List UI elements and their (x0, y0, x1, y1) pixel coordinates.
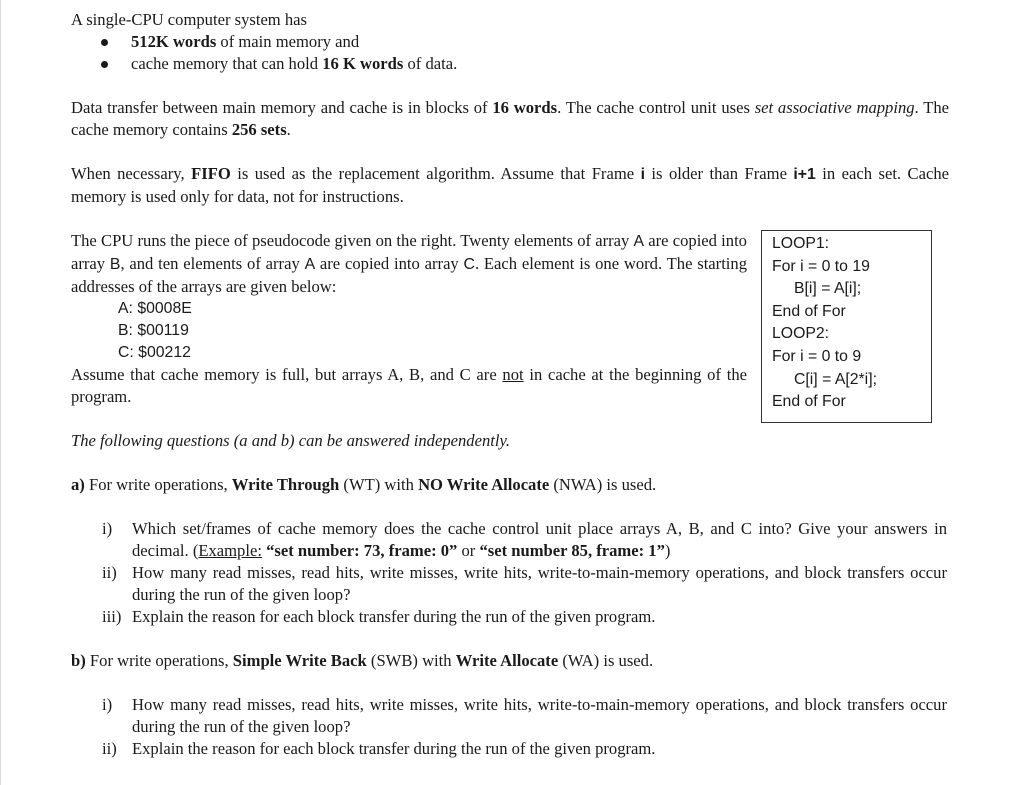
code-line: End of For (772, 393, 846, 411)
part-a-heading: a) For write operations, Write Through (WT) with NO Write Allocate (NWA) is used. (71, 475, 657, 494)
paragraph-assume: Assume that cache memory is full, but arrays A, B, and C are not in cache at the beginning of the program. (71, 365, 747, 406)
paragraph-fifo: When necessary, FIFO is used as the replacement algorithm. Assume that Frame i is older than Frame i+1 in each set. Cache memory is used only for data, not for instructions. (71, 164, 950, 206)
code-line: B[i] = A[i]; (794, 280, 862, 298)
part-b-heading: b) For write operations, Simple Write Back (SWB) with Write Allocate (WA) is used. (71, 651, 654, 670)
code-line: End of For (772, 302, 846, 320)
code-line: LOOP2: (772, 325, 830, 343)
part-b-questions (71, 694, 949, 760)
bullet-cache-bold: 16 K words (322, 54, 404, 73)
code-line: For i = 0 to 9 (772, 347, 862, 365)
question-a-ii: ii) How many read misses, read hits, write misses, write hits, write-to-main-memory operations, and block transfers occur during the run of the given loop? (102, 563, 947, 604)
address-b: B: $00119 (118, 322, 189, 339)
code-line: C[i] = A[2*i]; (794, 370, 877, 388)
question-b-ii: ii) Explain the reason for each block transfer during the run of the given program. (102, 739, 656, 758)
question-b-i: i) How many read misses, read hits, write misses, write hits, write-to-main-memory operations, and block transfers occur during the run of the given loop? (102, 695, 947, 736)
bullet-main-memory-bold: 512K words (131, 32, 217, 51)
page-left-border (0, 0, 1, 785)
address-c: C: $00212 (118, 344, 191, 361)
question-a-iii: iii) Explain the reason for each block transfer during the run of the given program. (102, 607, 656, 626)
cpu-section (71, 230, 949, 411)
bullet-cache-rest: of data. (403, 54, 458, 73)
bullet-cache-memory (97, 53, 949, 75)
bullet-cache-pre: cache memory that can hold (131, 54, 323, 73)
code-line: LOOP1: (772, 235, 830, 252)
code-line: For i = 0 to 19 (772, 257, 870, 275)
address-a: A: $0008E (118, 300, 192, 317)
intro-bullet-list (71, 31, 949, 75)
independent-note: The following questions (a and b) can be answered independently. (71, 431, 511, 450)
pseudocode-box (761, 230, 932, 423)
paragraph-data-transfer: Data transfer between main memory and cache is in blocks of 16 words. The cache control unit uses set associative mapping. The cache memory contains 256 sets. (71, 98, 949, 139)
part-a-questions (71, 518, 949, 628)
intro-lead: A single-CPU computer system has (71, 10, 307, 29)
document-page (71, 9, 949, 760)
bullet-main-memory-text: of main memory and (216, 32, 360, 51)
paragraph-cpu: The CPU runs the piece of pseudocode given on the right. Twenty elements of array A are copied into array B, and ten elements of array A are copied into array C. Each element is one word. The starting addresses of the arrays are given below: (71, 231, 748, 296)
bullet-main-memory (97, 31, 949, 53)
question-a-i: i) Which set/frames of cache memory does the cache control unit place arrays A, B, and C into? Give your answers in decimal. (Example: “set number: 73, frame: 0” or “set number 85, frame: 1”) (102, 519, 947, 560)
